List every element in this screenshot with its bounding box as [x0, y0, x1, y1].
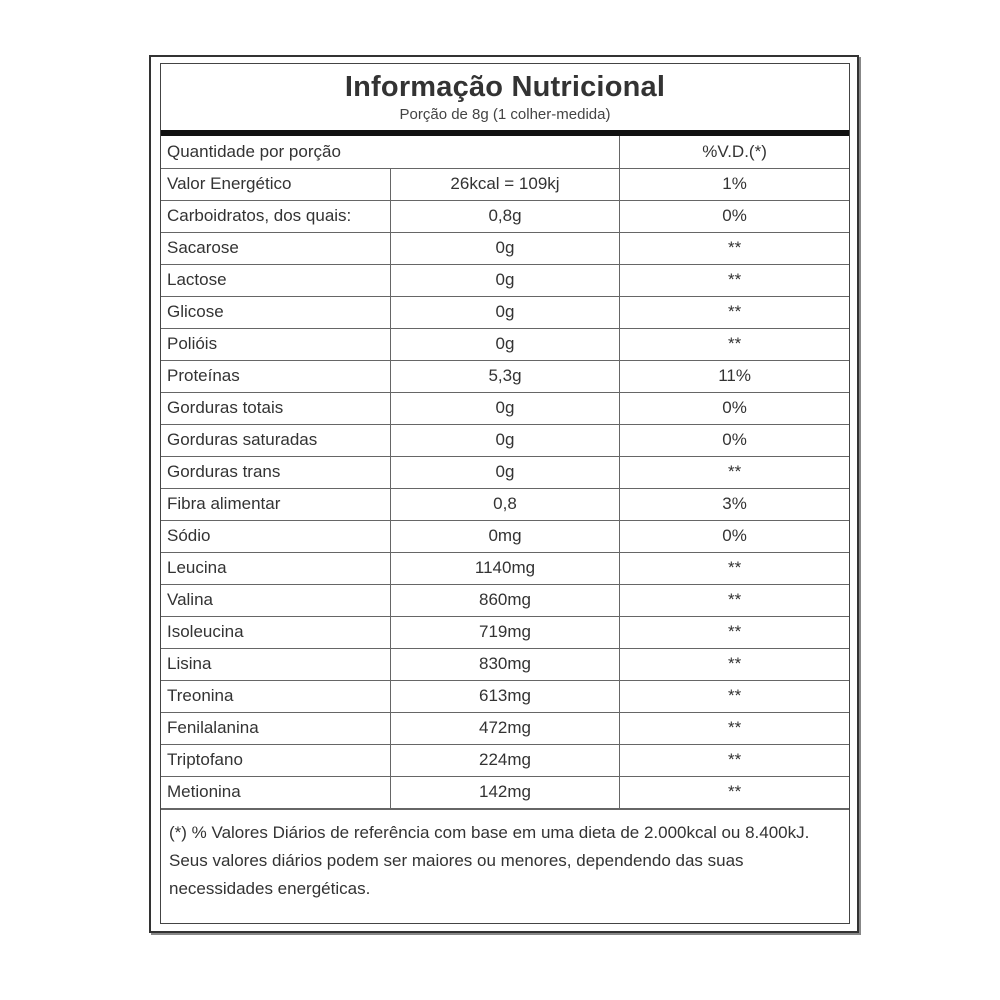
nutrient-daily-value: **: [620, 680, 849, 712]
table-row: [161, 616, 849, 648]
nutrient-name: Leucina: [161, 552, 390, 584]
table-row: [161, 552, 849, 584]
nutrient-name: Glicose: [161, 296, 390, 328]
nutrient-daily-value: 0%: [620, 424, 849, 456]
nutrient-amount: 0g: [390, 264, 619, 296]
table-row: [161, 264, 849, 296]
nutrient-name: Metionina: [161, 776, 390, 808]
table-row: [161, 584, 849, 616]
nutrient-amount: 719mg: [390, 616, 619, 648]
nutrient-daily-value: 0%: [620, 392, 849, 424]
nutrient-daily-value: **: [620, 584, 849, 616]
table-row: [161, 424, 849, 456]
nutrient-daily-value: **: [620, 456, 849, 488]
nutrient-name: Gorduras saturadas: [161, 424, 390, 456]
nutrient-daily-value: **: [620, 296, 849, 328]
table-row: [161, 456, 849, 488]
nutrient-amount: 0,8: [390, 488, 619, 520]
nutrient-amount: 0g: [390, 232, 619, 264]
nutrient-amount: 0g: [390, 424, 619, 456]
nutrient-name: Sacarose: [161, 232, 390, 264]
nutrient-daily-value: **: [620, 776, 849, 808]
nutrition-table: [161, 136, 849, 809]
nutrient-daily-value: **: [620, 232, 849, 264]
nutrient-amount: 26kcal = 109kj: [390, 168, 619, 200]
nutrient-name: Proteínas: [161, 360, 390, 392]
nutrient-daily-value: **: [620, 328, 849, 360]
nutrient-name: Valor Energético: [161, 168, 390, 200]
nutrient-name: Polióis: [161, 328, 390, 360]
nutrient-daily-value: 1%: [620, 168, 849, 200]
nutrient-daily-value: 3%: [620, 488, 849, 520]
nutrient-daily-value: **: [620, 744, 849, 776]
daily-value-footnote: (*) % Valores Diários de referência com base em uma dieta de 2.000kcal ou 8.400kJ. Seus valores diários podem ser maiores ou menores, dependendo das suas necessidades energéticas.: [161, 809, 849, 903]
table-row: [161, 776, 849, 808]
nutrient-name: Fenilalanina: [161, 712, 390, 744]
table-row: [161, 712, 849, 744]
nutrient-amount: 0g: [390, 392, 619, 424]
nutrient-amount: 0g: [390, 328, 619, 360]
nutrient-name: Lactose: [161, 264, 390, 296]
nutrient-name: Sódio: [161, 520, 390, 552]
label-title: Informação Nutricional: [344, 71, 666, 103]
nutrient-name: Gorduras totais: [161, 392, 390, 424]
nutrient-daily-value: **: [620, 712, 849, 744]
table-row: [161, 744, 849, 776]
nutrient-amount: 1140mg: [390, 552, 619, 584]
nutrient-daily-value: 0%: [620, 520, 849, 552]
nutrient-amount: 0mg: [390, 520, 619, 552]
nutrient-amount: 613mg: [390, 680, 619, 712]
nutrient-name: Lisina: [161, 648, 390, 680]
nutrient-amount: 5,3g: [390, 360, 619, 392]
nutrient-daily-value: **: [620, 264, 849, 296]
nutrient-amount: 0g: [390, 456, 619, 488]
nutrient-daily-value: **: [620, 616, 849, 648]
table-row: [161, 328, 849, 360]
table-row: [161, 648, 849, 680]
table-row: [161, 392, 849, 424]
table-row: [161, 200, 849, 232]
serving-size: Porção de 8g (1 colher-medida): [399, 106, 611, 123]
nutrient-amount: 860mg: [390, 584, 619, 616]
table-row: [161, 680, 849, 712]
table-row: [161, 488, 849, 520]
nutrient-amount: 224mg: [390, 744, 619, 776]
nutrient-name: Carboidratos, dos quais:: [161, 200, 390, 232]
nutrient-amount: 0,8g: [390, 200, 619, 232]
nutrient-amount: 472mg: [390, 712, 619, 744]
nutrient-name: Triptofano: [161, 744, 390, 776]
label-header: [161, 64, 849, 136]
nutrient-amount: 830mg: [390, 648, 619, 680]
quantity-per-serving-label: Quantidade por porção: [161, 136, 620, 168]
nutrient-daily-value: **: [620, 552, 849, 584]
table-row: [161, 520, 849, 552]
nutrient-name: Valina: [161, 584, 390, 616]
nutrient-daily-value: 11%: [620, 360, 849, 392]
nutrient-amount: 0g: [390, 296, 619, 328]
nutrient-name: Treonina: [161, 680, 390, 712]
nutrition-label: [160, 63, 850, 924]
table-row: [161, 232, 849, 264]
nutrient-name: Fibra alimentar: [161, 488, 390, 520]
daily-value-header: %V.D.(*): [620, 136, 849, 168]
nutrient-amount: 142mg: [390, 776, 619, 808]
table-row: [161, 360, 849, 392]
table-row: [161, 168, 849, 200]
nutrient-name: Isoleucina: [161, 616, 390, 648]
nutrient-daily-value: 0%: [620, 200, 849, 232]
table-header-row: [161, 136, 849, 168]
table-row: [161, 296, 849, 328]
nutrient-name: Gorduras trans: [161, 456, 390, 488]
nutrient-daily-value: **: [620, 648, 849, 680]
